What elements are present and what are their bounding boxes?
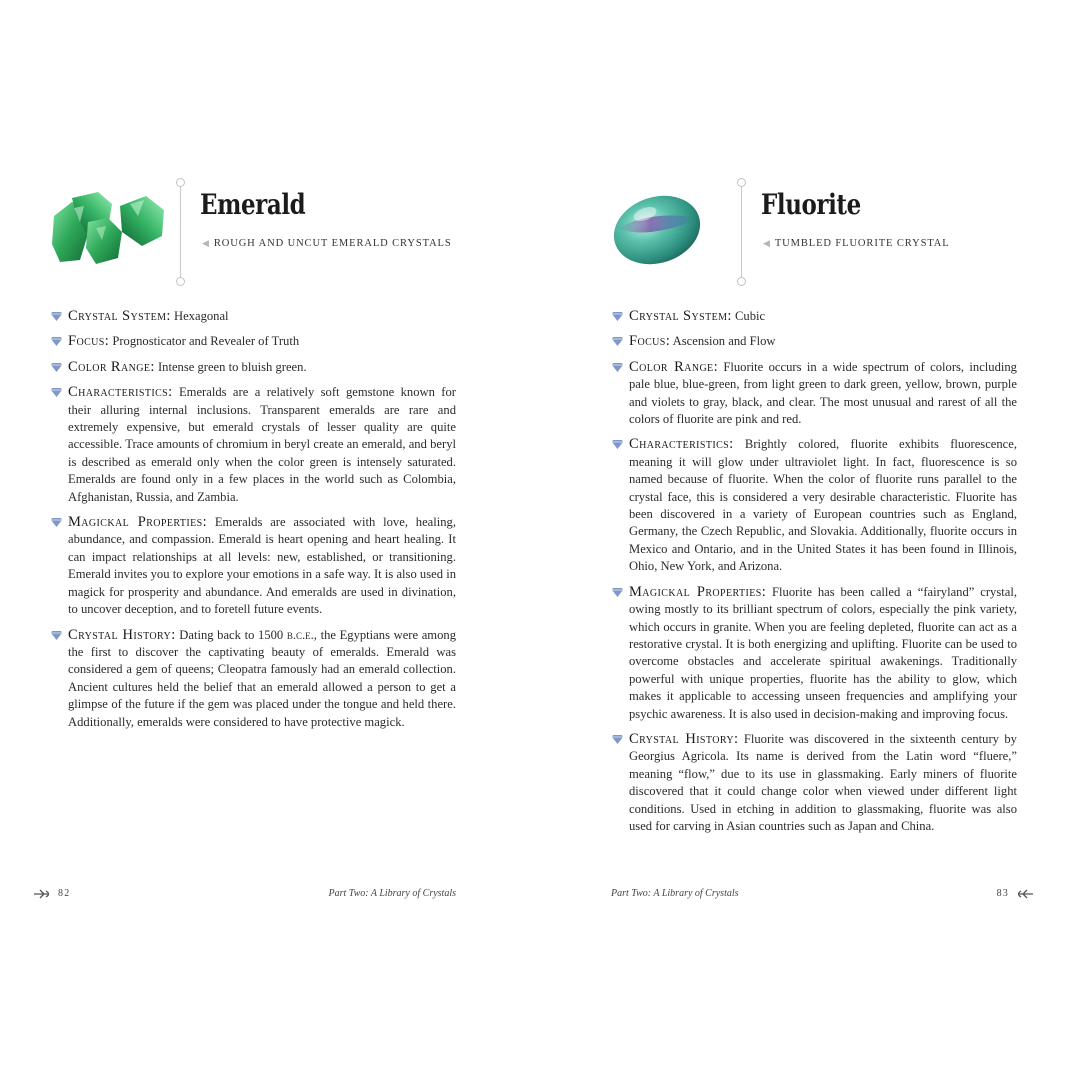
entry-text: Brightly colored, fluorite exhibits fluorescence, meaning it will glow under ultraviolet light. In fact, fluorescence is so named because of fluorite. When the color of fluorite runs parallel to the crystal face, this is considered a very desirable characteristic. Fluorite has been discovered in a variety of European countries such as England, Germany, the Czech Republic, and Slovakia. Additionally, fluorite occurs in Mexico and Ontario, and in the United States it has been found in Illinois, Ohio, New York, and Arizona. (629, 437, 1017, 574)
entry-text: Fluorite has been called a “fairyland” crystal, owing mostly to its brilliant spectrum of colors, especially the pink variety, which occurs in granite. When you are feeling depleted, fluorite can act as a restorative crystal. It is both energizing and uplifting. Fluorite can be used to overcome obstacles and accelerate spiritual awakenings. Traditionally powerful with unique properties, fluorite has the ability to glow, which makes it applicable to accessing unseen frequencies and amplifying your psychic awareness. It is also used in decision-making and improving focus. (629, 584, 1017, 721)
entry-text: Hexagonal (170, 309, 229, 323)
heart-gem-icon (51, 312, 62, 321)
entry-list (629, 308, 1017, 843)
entry-list (68, 308, 456, 739)
entry-label: Color Range : (68, 359, 155, 375)
entry-text: Fluorite occurs in a wide spectrum of colors, including pale blue, blue-green, from light green to dark green, yellow, brown, purple and violets to gray, black, and clear. The most unusual and rarest of all the colors of fluorite are pink and red. (629, 359, 1017, 427)
entry-label: Crystal System : (68, 308, 171, 324)
entry-label: Characteristics : (629, 436, 734, 452)
entry-label: Focus : (629, 333, 670, 349)
entry-text: , the Egyptians were among the first to discover the captivating beauty of emeralds. Emerald was considered a gem of queens; Cleopatra famously had an emerald collection. Ancient cultures held the belief that an emerald allowed a person to get a glimpse of the future if the gem was placed under the tongue and held there. Additionally, emeralds were considered to have protective magick. (68, 627, 456, 729)
entry-color-range (629, 359, 1017, 429)
header-divider (741, 184, 742, 280)
image-caption: ◀ ROUGH AND UNCUT EMERALD CRYSTALS (202, 238, 452, 249)
image-caption: ◀ TUMBLED FLUORITE CRYSTAL (763, 238, 950, 249)
page-title: Fluorite (761, 188, 861, 221)
heart-gem-icon (612, 337, 623, 346)
right-page (533, 0, 1066, 1066)
emerald-crystals-image (50, 188, 168, 268)
entry-color-range (68, 359, 456, 376)
entry-characteristics (629, 436, 1017, 575)
entry-text: Emeralds are associated with love, healing, abundance, and compassion. Emerald is heart opening and heart healing. It can impact relationships at all levels: new, established, or transitioning. Emerald invites you to explore your emotions in a safe way. It is also used in magick for prosperity and abundance. And emeralds are used in divination, to uncover deception, and to foretell future events. (68, 515, 456, 617)
heart-gem-icon (612, 363, 623, 372)
entry-magickal-properties (68, 514, 456, 618)
heart-gem-icon (51, 518, 62, 527)
running-title: Part Two: A Library of Crystals (611, 888, 739, 899)
entry-focus (629, 333, 1017, 350)
entry-text: Ascension and Flow (670, 334, 776, 349)
entry-characteristics (68, 384, 456, 506)
running-title: Part Two: A Library of Crystals (328, 888, 456, 899)
entry-text: Prognosticator and Revealer of Truth (109, 334, 300, 349)
entry-label: Focus : (68, 333, 109, 349)
entry-label: Characteristics : (68, 384, 173, 400)
heart-gem-icon (612, 735, 623, 744)
entry-focus (68, 333, 456, 350)
entry-crystal-history (629, 731, 1017, 835)
entry-label: Color Range : (629, 359, 718, 375)
heart-gem-icon (612, 588, 623, 597)
entry-text: Emeralds are a relatively soft gemstone known for their alluring internal inclusions. Transparent emeralds are rare and extremely expensive, but emerald crystals of lesser quality are quite accessible. Trace amounts of chromium in beryl create an emerald, and beryl is described as emerald only when the color green is intensely saturated. Emeralds are found only in a few places in the world such as Colombia, Afghanistan, Russia, and Zambia. (68, 385, 456, 504)
entry-crystal-system (68, 308, 456, 325)
entry-magickal-properties (629, 584, 1017, 723)
page-title: Emerald (200, 188, 306, 221)
entry-label: Magickal Properties : (68, 514, 207, 530)
entry-text: Dating back to 1500 (175, 627, 287, 642)
caption-arrow-icon: ◀ (202, 238, 210, 248)
entry-text: Intense green to bluish green. (154, 359, 307, 374)
era-abbreviation: b.c.e. (286, 627, 314, 642)
entry-crystal-history (68, 627, 456, 731)
entry-crystal-system (629, 308, 1017, 325)
page-number: 83 (996, 888, 1009, 899)
heart-gem-icon (612, 440, 623, 449)
fluorite-crystal-image (611, 188, 729, 268)
entry-label: Crystal History : (68, 627, 176, 643)
entry-label: Crystal System : (629, 308, 732, 324)
entry-label: Magickal Properties : (629, 584, 766, 600)
fleuron-icon (34, 889, 54, 899)
heart-gem-icon (51, 631, 62, 640)
heart-gem-icon (51, 363, 62, 372)
entry-label: Crystal History : (629, 731, 738, 747)
page-footer (34, 888, 456, 899)
fleuron-icon (1013, 889, 1033, 899)
entry-text: Fluorite was discovered in the sixteenth century by Georgius Agricola. Its name is derived from the Latin word “fluere,” meaning “flow,” due to its use in glassmaking. Early miners of fluorite discovered that it could change color when viewed under different light conditions. Used in etching in addition to glassmaking, fluorite was also used for carving in Asian countries such as Japan and China. (629, 731, 1017, 833)
page-footer (611, 888, 1033, 899)
entry-text: Cubic (731, 309, 766, 323)
heart-gem-icon (51, 337, 62, 346)
heart-gem-icon (612, 312, 623, 321)
heart-gem-icon (51, 388, 62, 397)
header-divider (180, 184, 181, 280)
page-number: 82 (58, 888, 71, 899)
caption-arrow-icon: ◀ (763, 238, 771, 248)
